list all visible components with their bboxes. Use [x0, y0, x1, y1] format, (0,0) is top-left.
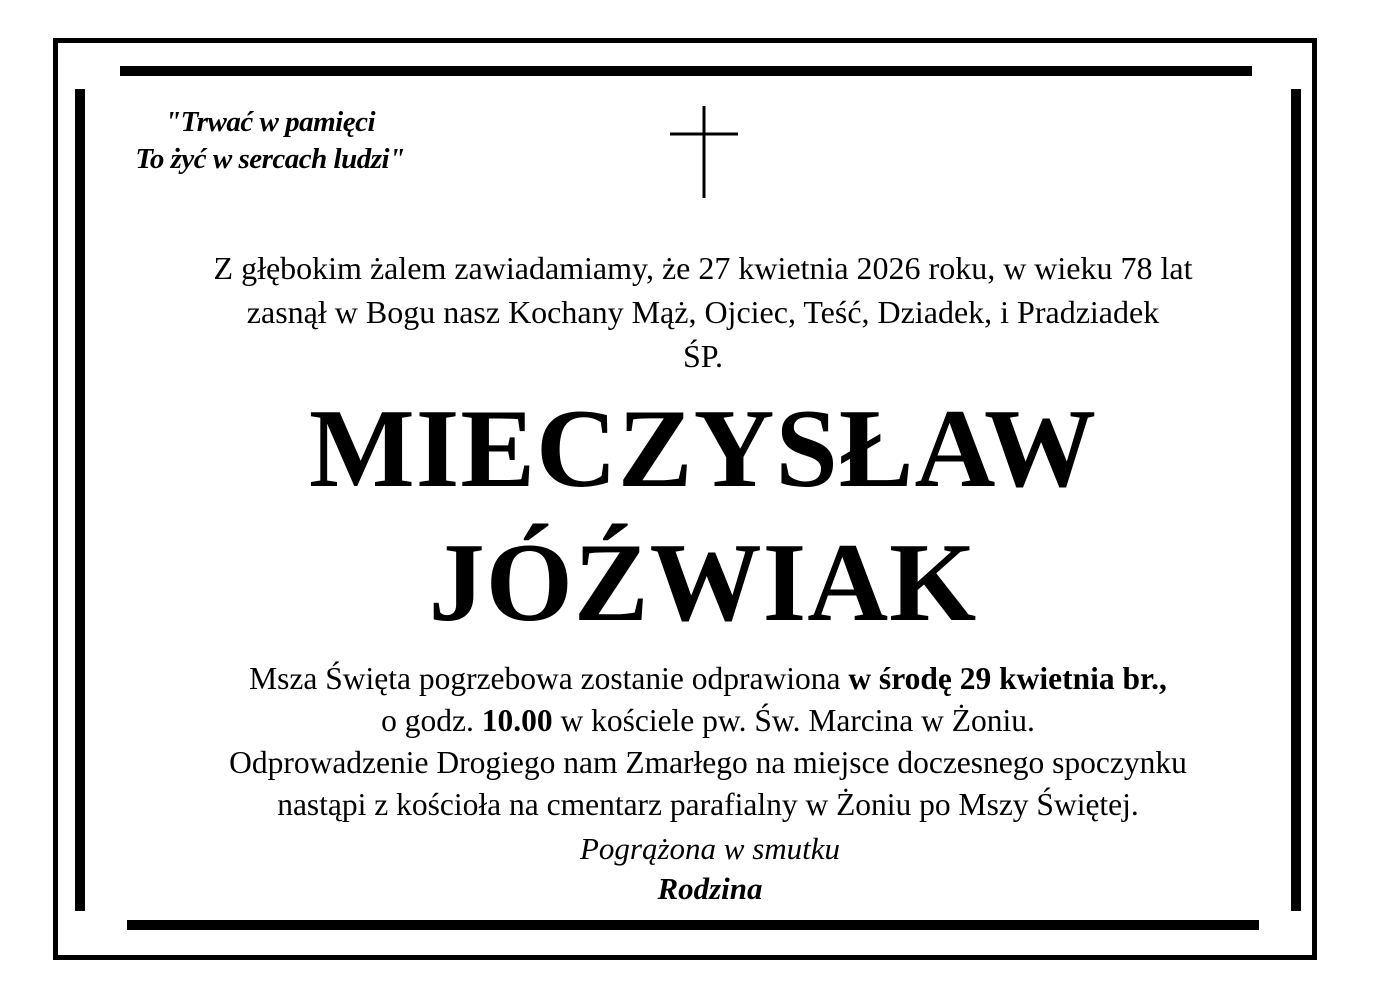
motto-line-2: To żyć w sercach ludzi" [135, 143, 405, 175]
funeral-line-4: nastąpi z kościoła na cmentarz parafialny w Żoniu po Mszy Świętej. [277, 787, 1139, 822]
left-border-bar [75, 89, 85, 911]
funeral-line-3: Odprowadzenie Drogiego nam Zmarłego na miejsce doczesnego spoczynku [229, 745, 1187, 780]
signature [500, 829, 920, 909]
funeral-details [120, 658, 1296, 826]
top-border-bar [120, 66, 1252, 76]
signature-line-1: Pogrążona w smutku [579, 831, 841, 866]
signature-family: Rodzina [657, 871, 763, 906]
motto-line-1: "Trwać w pamięci [165, 106, 375, 138]
announcement-line-2: zasnął w Bogu nasz Kochany Mąż, Ojciec, Teść, Dziadek, i Pradziadek [246, 294, 1160, 330]
announcement-text [120, 246, 1286, 378]
cross-icon [670, 106, 738, 198]
funeral-line-1-text: Msza Święta pogrzebowa zostanie odprawiona [249, 661, 849, 696]
funeral-time: 10.00 [481, 703, 553, 738]
announcement-line-1: Z głębokim żalem zawiadamiamy, że 27 kwietnia 2026 roku, w wieku 78 lat [213, 250, 1193, 286]
funeral-line-2-prefix: o godz. [381, 703, 482, 738]
announcement-line-3: ŚP. [682, 338, 724, 374]
motto-quote [110, 104, 430, 178]
funeral-line-2 [120, 700, 1296, 742]
funeral-date: w środę 29 kwietnia br., [848, 661, 1167, 696]
funeral-line-2-suffix: w kościele pw. Św. Marcina w Żoniu. [552, 703, 1035, 738]
deceased-first-name: MIECZYSŁAW [309, 387, 1097, 511]
deceased-last-name: JÓŹWIAK [428, 521, 978, 645]
funeral-line-1 [120, 658, 1296, 700]
bottom-border-bar [127, 920, 1259, 930]
